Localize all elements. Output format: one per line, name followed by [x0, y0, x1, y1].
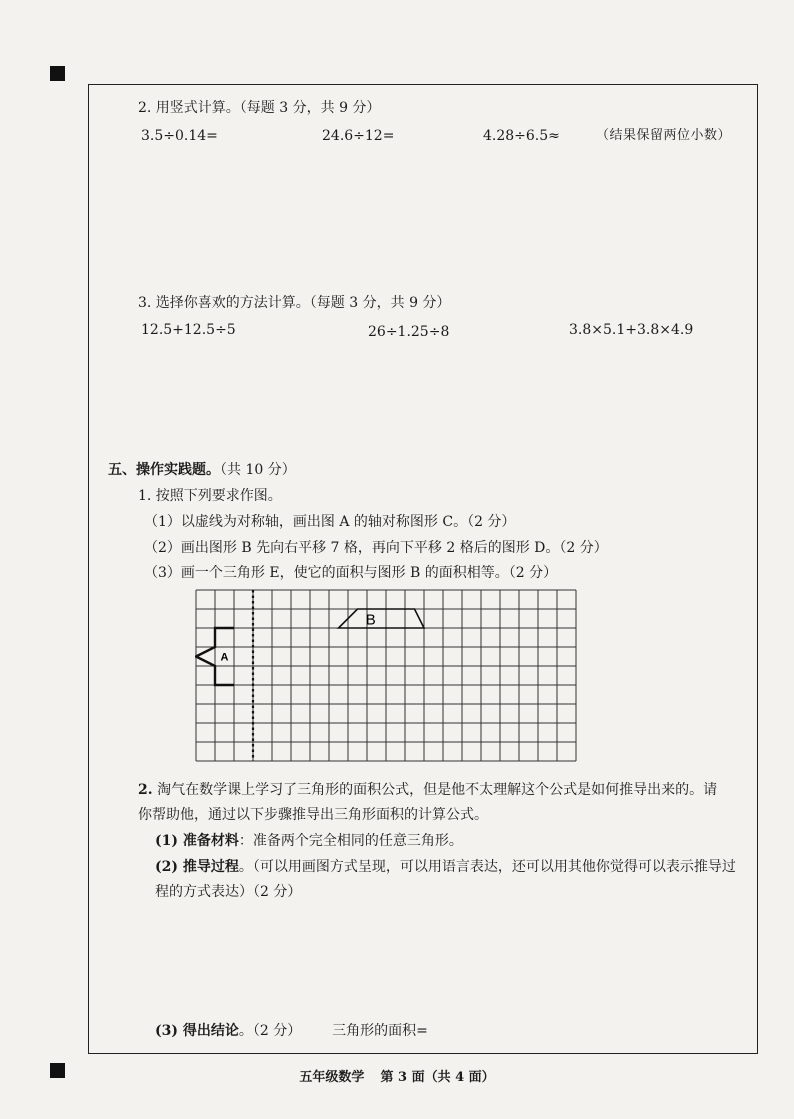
s5-q2-sub-2 — [155, 855, 740, 905]
footer-grade: 五年级数学 — [299, 1070, 365, 1085]
s5-q2-sub-1 — [155, 830, 463, 850]
section5-heading-text: 五、操作实践题。 — [108, 462, 220, 478]
section5-heading — [108, 459, 296, 479]
q2-item-1: 3.5÷0.14= — [141, 128, 218, 144]
section5-heading-score: （共 10 分） — [220, 462, 296, 478]
q3-item-2: 26÷1.25÷8 — [368, 324, 450, 340]
q2-title: 2. 用竖式计算。（每题 3 分，共 9 分） — [138, 100, 381, 116]
s5-q2-sub-1-label: (1) 准备材料 — [155, 833, 239, 849]
s5-q2-sub-3 — [155, 1020, 428, 1040]
shape-b — [339, 609, 425, 628]
q2-item-2: 24.6÷12= — [322, 128, 395, 144]
drawing-grid — [195, 589, 587, 763]
q3-item-1: 12.5+12.5÷5 — [141, 322, 236, 338]
s5-q2-sub-2-text: 。（可以用画图方式呈现，可以用语言表达，还可以用其他你觉得可以表示推导过程的方式表达）（2 分） — [155, 859, 736, 900]
shape-a-label: A — [220, 651, 229, 664]
s5-q2-sub-3-answer: 三角形的面积= — [332, 1023, 428, 1039]
s5-q2-sub-3-label: (3) 得出结论 — [155, 1023, 239, 1039]
shape-b-label: B — [365, 611, 376, 629]
s5-q2-number: 2. — [138, 782, 153, 798]
s5-q2-body: 淘气在数学课上学习了三角形的面积公式，但是他不太理解这个公式是如何推导出来的。请你帮助他，通过以下步骤推导出三角形面积的计算公式。 — [138, 782, 718, 823]
q2-rounding-note: （结果保留两位小数） — [596, 128, 732, 143]
s5-q2-sub-2-label: (2) 推导过程 — [155, 859, 239, 875]
s5-q1-sub-1: （1）以虚线为对称轴，画出图 A 的轴对称图形 C。（2 分） — [144, 514, 516, 530]
q3-title: 3. 选择你喜欢的方法计算。（每题 3 分，共 9 分） — [138, 295, 451, 311]
s5-q2-sub-1-text: ：准备两个完全相同的任意三角形。 — [238, 833, 463, 849]
s5-q2-sub-3-text: 。（2 分） — [238, 1023, 302, 1039]
q2-item-3: 4.28÷6.5≈ — [483, 128, 560, 144]
s5-q2-text — [138, 778, 728, 828]
footer-page: 第 3 面（共 4 面） — [380, 1070, 495, 1085]
s5-q1-title: 1. 按照下列要求作图。 — [138, 488, 282, 504]
s5-q1-sub-2: （2）画出图形 B 先向右平移 7 格，再向下平移 2 格后的图形 D。（2 分） — [144, 540, 608, 556]
s5-q1-sub-3: （3）画一个三角形 E，使它的面积与图形 B 的面积相等。（2 分） — [144, 565, 558, 581]
q3-item-3: 3.8×5.1+3.8×4.9 — [569, 322, 694, 338]
page-footer — [0, 1066, 794, 1085]
registration-mark-top-left — [50, 66, 65, 81]
